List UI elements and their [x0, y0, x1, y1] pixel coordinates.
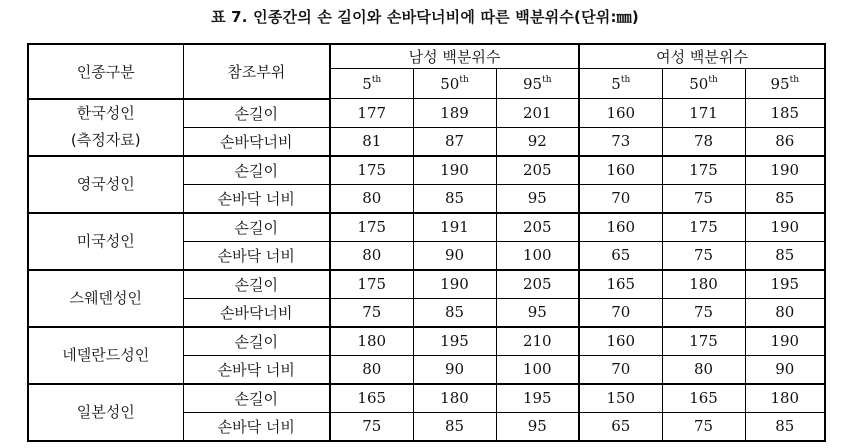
header-male-p5: 5th	[330, 69, 413, 99]
header-part-col: 참조부위	[183, 44, 330, 99]
female-value-cell: 85	[745, 412, 825, 441]
female-value-cell: 78	[662, 127, 745, 156]
female-value-cell: 180	[662, 270, 745, 299]
table-row	[28, 213, 825, 242]
group-name-line: 미국성인	[76, 231, 135, 250]
female-value-cell: 65	[579, 412, 662, 441]
male-value-cell: 81	[330, 127, 413, 156]
header-male: 남성 백분위수	[330, 44, 579, 69]
male-value-cell: 190	[413, 270, 496, 299]
male-value-cell: 175	[330, 270, 413, 299]
male-value-cell: 85	[413, 412, 496, 441]
female-value-cell: 65	[579, 241, 662, 270]
part-cell: 손길이	[183, 384, 330, 413]
female-value-cell: 70	[579, 298, 662, 327]
part-cell: 손바닥 너비	[183, 355, 330, 384]
male-value-cell: 85	[413, 184, 496, 213]
hand-size-table	[27, 43, 826, 442]
part-cell: 손길이	[183, 156, 330, 185]
female-value-cell: 73	[579, 127, 662, 156]
male-value-cell: 205	[496, 270, 579, 299]
female-value-cell: 190	[745, 327, 825, 356]
male-value-cell: 75	[330, 298, 413, 327]
header-male-p50: 50th	[413, 69, 496, 99]
group-name-line: 영국성인	[76, 174, 135, 193]
group-name-cell	[28, 99, 183, 156]
group-name-line: 스웨덴성인	[69, 288, 142, 307]
group-name-line: (측정자료)	[70, 131, 141, 149]
table-row	[28, 156, 825, 185]
female-value-cell: 160	[579, 99, 662, 128]
table-caption: 표 7. 인종간의 손 길이와 손바닥너비에 따른 백분위수(단위:㎜)	[211, 8, 639, 26]
male-value-cell: 191	[413, 213, 496, 242]
male-value-cell: 95	[496, 412, 579, 441]
female-value-cell: 175	[662, 213, 745, 242]
part-cell: 손바닥 너비	[183, 184, 330, 213]
female-value-cell: 175	[662, 156, 745, 185]
part-cell: 손바닥 너비	[183, 241, 330, 270]
group-name-cell	[28, 384, 183, 441]
male-value-cell: 180	[330, 327, 413, 356]
male-value-cell: 95	[496, 298, 579, 327]
male-value-cell: 201	[496, 99, 579, 128]
female-value-cell: 160	[579, 213, 662, 242]
female-value-cell: 90	[745, 355, 825, 384]
part-cell: 손바닥너비	[183, 298, 330, 327]
female-value-cell: 75	[662, 412, 745, 441]
male-value-cell: 205	[496, 213, 579, 242]
female-value-cell: 190	[745, 213, 825, 242]
female-value-cell: 75	[662, 184, 745, 213]
female-value-cell: 180	[745, 384, 825, 413]
header-female-p95: 95th	[745, 69, 825, 99]
male-value-cell: 90	[413, 355, 496, 384]
male-value-cell: 195	[413, 327, 496, 356]
female-value-cell: 85	[745, 184, 825, 213]
table-row	[28, 270, 825, 299]
female-value-cell: 165	[579, 270, 662, 299]
male-value-cell: 95	[496, 184, 579, 213]
male-value-cell: 92	[496, 127, 579, 156]
female-value-cell: 190	[745, 156, 825, 185]
male-value-cell: 165	[330, 384, 413, 413]
part-cell: 손길이	[183, 213, 330, 242]
part-cell: 손바닥 너비	[183, 412, 330, 441]
header-female-p5: 5th	[579, 69, 662, 99]
male-value-cell: 205	[496, 156, 579, 185]
table-row	[28, 327, 825, 356]
part-cell: 손길이	[183, 99, 330, 128]
male-value-cell: 80	[330, 355, 413, 384]
male-value-cell: 189	[413, 99, 496, 128]
female-value-cell: 175	[662, 327, 745, 356]
male-value-cell: 195	[496, 384, 579, 413]
male-value-cell: 85	[413, 298, 496, 327]
female-value-cell: 85	[745, 241, 825, 270]
male-value-cell: 175	[330, 213, 413, 242]
female-value-cell: 171	[662, 99, 745, 128]
female-value-cell: 160	[579, 156, 662, 185]
male-value-cell: 87	[413, 127, 496, 156]
male-value-cell: 180	[413, 384, 496, 413]
female-value-cell: 86	[745, 127, 825, 156]
male-value-cell: 177	[330, 99, 413, 128]
table-row	[28, 384, 825, 413]
female-value-cell: 150	[579, 384, 662, 413]
female-value-cell: 70	[579, 184, 662, 213]
group-name-cell	[28, 270, 183, 327]
group-name-cell	[28, 156, 183, 213]
male-value-cell: 80	[330, 184, 413, 213]
male-value-cell: 100	[496, 241, 579, 270]
group-name-cell	[28, 213, 183, 270]
male-value-cell: 80	[330, 241, 413, 270]
header-male-p95: 95th	[496, 69, 579, 99]
group-name-line: 네델란드성인	[62, 345, 150, 364]
group-name-cell	[28, 327, 183, 384]
female-value-cell: 80	[662, 355, 745, 384]
header-female: 여성 백분위수	[579, 44, 825, 69]
female-value-cell: 195	[745, 270, 825, 299]
male-value-cell: 190	[413, 156, 496, 185]
part-cell: 손길이	[183, 327, 330, 356]
female-value-cell: 185	[745, 99, 825, 128]
table-row	[28, 99, 825, 128]
male-value-cell: 90	[413, 241, 496, 270]
header-group-col: 인종구분	[28, 44, 183, 99]
female-value-cell: 80	[745, 298, 825, 327]
part-cell: 손길이	[183, 270, 330, 299]
male-value-cell: 100	[496, 355, 579, 384]
female-value-cell: 165	[662, 384, 745, 413]
female-value-cell: 75	[662, 298, 745, 327]
female-value-cell: 70	[579, 355, 662, 384]
male-value-cell: 75	[330, 412, 413, 441]
group-name-line: 일본성인	[76, 402, 135, 421]
group-name-line: 한국성인	[76, 104, 135, 122]
header-female-p50: 50th	[662, 69, 745, 99]
female-value-cell: 75	[662, 241, 745, 270]
part-cell: 손바닥너비	[183, 127, 330, 156]
male-value-cell: 210	[496, 327, 579, 356]
table-header	[28, 44, 825, 99]
male-value-cell: 175	[330, 156, 413, 185]
table-body	[28, 99, 825, 441]
female-value-cell: 160	[579, 327, 662, 356]
